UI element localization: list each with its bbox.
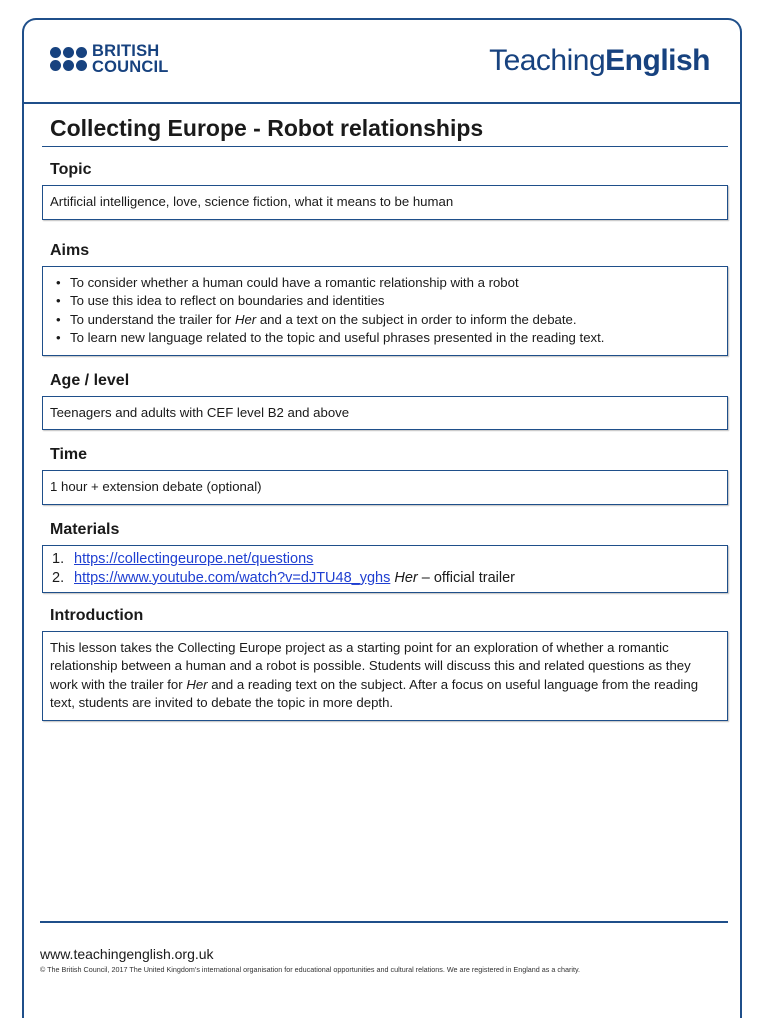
footer-url[interactable]: www.teachingenglish.org.uk [40, 946, 214, 962]
materials-box [42, 545, 728, 593]
footer-copyright: © The British Council, 2017 The United Kingdom’s international organisation for educational opportunities and cultural relations. We are registered in England as a charity. [40, 965, 581, 974]
list-item: • To learn new language related to the topic and useful phrases presented in the reading text. [56, 329, 720, 348]
time-box [42, 470, 728, 505]
materials-heading: Materials [50, 520, 120, 538]
footer-divider [40, 921, 728, 923]
aims-list [50, 274, 720, 348]
age-level-text: Teenagers and adults with CEF level B2 and above [50, 404, 350, 420]
aims-box [42, 266, 728, 356]
list-item: 2. https://www.youtube.com/watch?v=dJTU48_yghs Her – official trailer [52, 569, 515, 586]
header-divider [22, 102, 742, 104]
aims-heading: Aims [50, 241, 90, 259]
topic-text: Artificial intelligence, love, science fiction, what it means to be human [50, 194, 454, 209]
page-title: Collecting Europe - Robot relationships [42, 115, 728, 147]
teaching-english-logo: TeachingEnglish [489, 44, 710, 77]
british-council-logo [50, 43, 169, 75]
list-item: 1. https://collectingeurope.net/questions [52, 550, 314, 567]
age-level-heading: Age / level [50, 371, 130, 389]
list-item: • To understand the trailer for Her and a text on the subject in order to inform the debate. [56, 311, 720, 330]
list-item: • To consider whether a human could have a romantic relationship with a robot [56, 274, 720, 293]
materials-link-trailer[interactable]: https://www.youtube.com/watch?v=dJTU48_yghs [74, 569, 391, 586]
time-heading: Time [50, 446, 88, 463]
materials-list [50, 550, 720, 588]
age-level-box [42, 396, 728, 431]
introduction-heading: Introduction [50, 606, 144, 624]
time-text: 1 hour + extension debate (optional) [50, 479, 262, 494]
british-council-dots-icon [50, 47, 87, 71]
topic-heading: Topic [50, 161, 92, 178]
british-council-wordmark: BRITISH COUNCIL [92, 42, 169, 76]
introduction-box: This lesson takes the Collecting Europe project as a starting point for an exploration of whether a romantic relationship between a human and a robot is possible. Students will discuss this and related questions as they work with the trailer for Her and a reading text on the subject. After a focus on useful language from the reading text, students are invited to debate the topic in more depth. [42, 631, 728, 721]
lesson-plan [42, 115, 728, 721]
materials-link-questions[interactable]: https://collectingeurope.net/questions [74, 550, 314, 567]
list-item: • To use this idea to reflect on boundaries and identities [56, 292, 720, 311]
topic-box [42, 185, 728, 220]
